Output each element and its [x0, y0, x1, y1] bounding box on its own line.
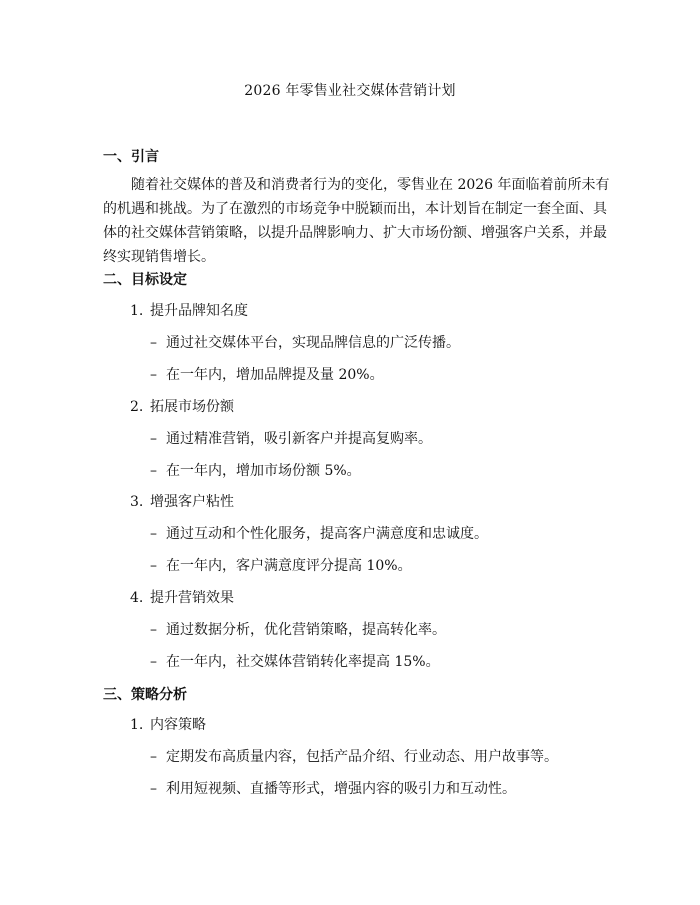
dash-bullet: –	[150, 654, 157, 670]
item-label: 内容策略	[150, 717, 206, 733]
sub-item	[150, 746, 558, 766]
sub-item	[150, 778, 516, 798]
sub-item	[150, 619, 446, 639]
item-number: 4.	[130, 590, 144, 606]
list-item-goal-4	[130, 587, 234, 607]
section-heading-strategy: 三、策略分析	[103, 687, 187, 703]
item-label: 提升品牌知名度	[150, 303, 248, 319]
sub-item-text: 通过互动和个性化服务，提高客户满意度和忠诚度。	[166, 526, 488, 542]
dash-bullet: –	[150, 526, 157, 542]
sub-item-text: 在一年内，增加市场份额 5%。	[166, 463, 361, 479]
sub-item-text: 利用短视频、直播等形式，增强内容的吸引力和互动性。	[166, 781, 516, 797]
paragraph-line: 随着社交媒体的普及和消费者行为的变化，零售业在 2026 年面临着前所未有	[131, 177, 610, 193]
sub-item-text: 通过精准营销，吸引新客户并提高复购率。	[166, 431, 432, 447]
list-item-goal-1	[130, 300, 248, 320]
section-heading-goals: 二、目标设定	[103, 272, 187, 288]
sub-item	[150, 651, 440, 671]
list-item-strategy-1	[130, 714, 206, 734]
sub-item	[150, 364, 384, 384]
sub-item	[150, 332, 460, 352]
document-title: 2026 年零售业社交媒体营销计划	[244, 83, 456, 99]
sub-item-text: 通过数据分析，优化营销策略，提高转化率。	[166, 622, 446, 638]
paragraph-line: 终实现销售增长。	[103, 249, 215, 265]
dash-bullet: –	[150, 335, 157, 351]
list-item-goal-2	[130, 396, 234, 416]
intro-paragraph	[103, 173, 610, 269]
dash-bullet: –	[150, 781, 157, 797]
paragraph-line: 的机遇和挑战。为了在激烈的市场竞争中脱颖而出，本计划旨在制定一套全面、具	[103, 201, 607, 217]
item-number: 1.	[130, 303, 144, 319]
sub-item-text: 定期发布高质量内容，包括产品介绍、行业动态、用户故事等。	[166, 749, 558, 765]
item-label: 提升营销效果	[150, 590, 234, 606]
dash-bullet: –	[150, 367, 157, 383]
item-number: 2.	[130, 399, 144, 415]
sub-item-text: 在一年内，增加品牌提及量 20%。	[166, 367, 384, 383]
dash-bullet: –	[150, 558, 157, 574]
item-label: 增强客户粘性	[150, 494, 234, 510]
list-item-goal-3	[130, 491, 234, 511]
sub-item	[150, 555, 412, 575]
sub-item-text: 在一年内，社交媒体营销转化率提高 15%。	[166, 654, 440, 670]
sub-item	[150, 523, 488, 543]
dash-bullet: –	[150, 622, 157, 638]
item-number: 1.	[130, 717, 144, 733]
sub-item	[150, 428, 432, 448]
dash-bullet: –	[150, 431, 157, 447]
dash-bullet: –	[150, 463, 157, 479]
item-number: 3.	[130, 494, 144, 510]
sub-item-text: 在一年内，客户满意度评分提高 10%。	[166, 558, 412, 574]
dash-bullet: –	[150, 749, 157, 765]
sub-item	[150, 460, 361, 480]
section-heading-intro: 一、引言	[103, 149, 159, 165]
item-label: 拓展市场份额	[150, 399, 234, 415]
sub-item-text: 通过社交媒体平台，实现品牌信息的广泛传播。	[166, 335, 460, 351]
paragraph-line: 体的社交媒体营销策略，以提升品牌影响力、扩大市场份额、增强客户关系，并最	[103, 225, 607, 241]
